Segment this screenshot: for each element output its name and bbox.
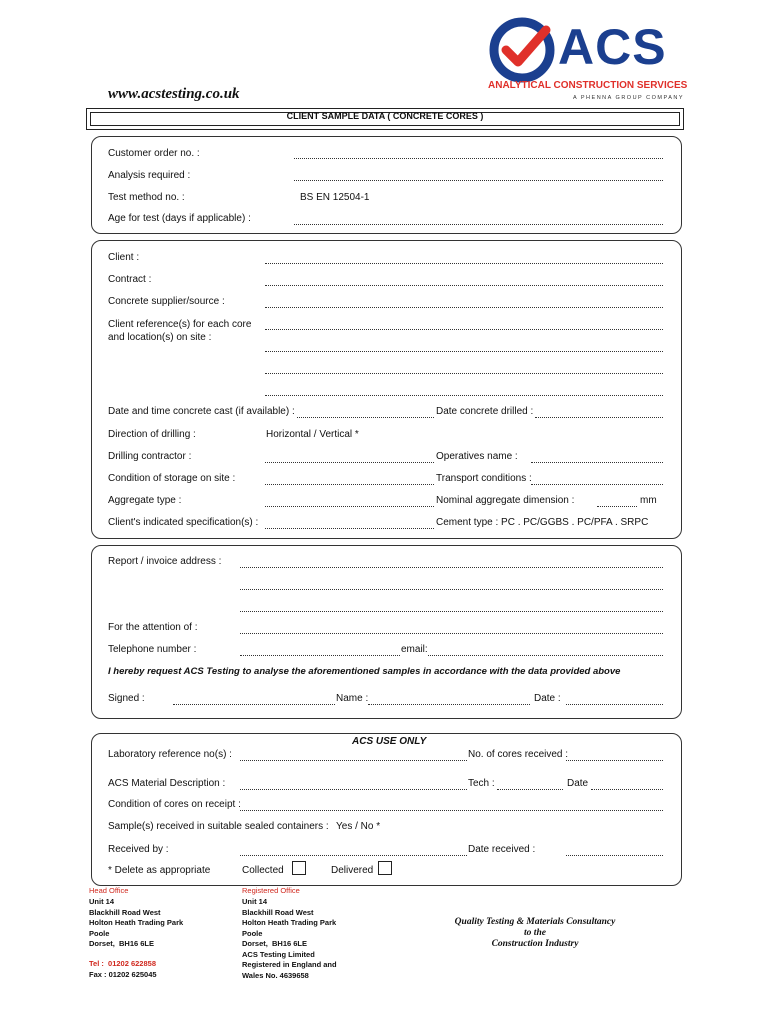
report-address-field-1[interactable] (240, 567, 663, 568)
request-statement: I hereby request ACS Testing to analyse the aforementioned samples in accordance with the data provided above (108, 666, 621, 677)
direction-value: Horizontal / Vertical * (266, 429, 359, 440)
cores-received-label: No. of cores received : (468, 749, 569, 760)
aggregate-field[interactable] (265, 506, 434, 507)
client-ref-label-2: and location(s) on site : (108, 332, 212, 343)
name-label: Name : (336, 693, 369, 704)
client-ref-field-1[interactable] (265, 329, 663, 330)
name-field[interactable] (368, 704, 530, 705)
tech-field[interactable] (497, 789, 563, 790)
quality-statement (430, 917, 640, 950)
lab-ref-field[interactable] (240, 760, 467, 761)
acs-date-field[interactable] (591, 789, 663, 790)
collected-label: Collected (242, 865, 284, 876)
telephone-field[interactable] (240, 655, 400, 656)
head-office-tel: Tel : 01202 622858 (89, 959, 156, 968)
condition-label: Condition of cores on receipt : (108, 799, 241, 810)
cement-type-label: Cement type : PC . PC/GGBS . PC/PFA . SRPC (436, 517, 649, 528)
head-office-address: Unit 14 Blackhill Road West Holton Heath Trading Park Poole Dorset, BH16 6LE (89, 897, 184, 948)
form-title-bar (86, 108, 684, 130)
registered-office-title: Registered Office (242, 886, 300, 895)
direction-label: Direction of drilling : (108, 429, 196, 440)
transport-field[interactable] (531, 484, 663, 485)
client-ref-field-3[interactable] (265, 373, 663, 374)
sealed-value: Yes / No * (336, 821, 381, 832)
specification-field[interactable] (265, 528, 434, 529)
telephone-label: Telephone number : (108, 644, 197, 655)
logo-text: ACS (558, 19, 667, 75)
form-title: CLIENT SAMPLE DATA ( CONCRETE CORES ) (286, 111, 484, 121)
nominal-dimension-label: Nominal aggregate dimension : (436, 495, 575, 506)
contract-label: Contract : (108, 274, 152, 285)
email-field[interactable] (428, 655, 663, 656)
date-cast-field[interactable] (297, 417, 434, 418)
age-for-test-label: Age for test (days if applicable) : (108, 213, 251, 224)
delivered-label: Delivered (331, 865, 374, 876)
material-desc-label: ACS Material Description : (108, 778, 226, 789)
website-url: www.acstesting.co.uk (108, 86, 240, 102)
group-tagline: A PHENNA GROUP COMPANY (573, 95, 685, 101)
tech-label: Tech : (468, 778, 495, 789)
date-drilled-field[interactable] (535, 417, 663, 418)
date-drilled-label: Date concrete drilled : (436, 406, 534, 417)
age-for-test-field[interactable] (294, 224, 663, 225)
condition-field[interactable] (240, 810, 663, 811)
material-desc-field[interactable] (240, 789, 467, 790)
head-office-title: Head Office (89, 886, 129, 895)
quality-line-2: to the (524, 928, 546, 938)
client-field[interactable] (265, 263, 663, 264)
registered-office-address: Unit 14 Blackhill Road West Holton Heath Trading Park Poole Dorset, BH16 6LE ACS Testing Limited Registered in England and Wales No. 4639658 (242, 897, 337, 980)
head-office-fax: Fax : 01202 625045 (89, 970, 157, 979)
lab-ref-label: Laboratory reference no(s) : (108, 749, 232, 760)
acs-logo (488, 16, 688, 108)
client-ref-label-1: Client reference(s) for each core (108, 319, 252, 330)
date-cast-label: Date and time concrete cast (if available) : (108, 406, 295, 417)
acs-logo-icon (488, 16, 556, 84)
customer-order-label: Customer order no. : (108, 148, 200, 159)
storage-field[interactable] (265, 484, 434, 485)
nominal-dimension-field[interactable] (597, 506, 637, 507)
contract-field[interactable] (265, 285, 663, 286)
specification-label: Client's indicated specification(s) : (108, 517, 259, 528)
delete-note: * Delete as appropriate (108, 865, 211, 876)
date-received-field[interactable] (566, 855, 663, 856)
storage-label: Condition of storage on site : (108, 473, 236, 484)
attention-label: For the attention of : (108, 622, 198, 633)
aggregate-label: Aggregate type : (108, 495, 182, 506)
collected-checkbox[interactable] (292, 861, 306, 875)
drilling-contractor-field[interactable] (265, 462, 434, 463)
test-method-label: Test method no. : (108, 192, 185, 203)
signed-field[interactable] (173, 704, 335, 705)
supplier-label: Concrete supplier/source : (108, 296, 225, 307)
signed-label: Signed : (108, 693, 145, 704)
report-address-label: Report / invoice address : (108, 556, 222, 567)
customer-order-field[interactable] (294, 158, 663, 159)
quality-line-1: Quality Testing & Materials Consultancy (454, 917, 616, 927)
test-method-value: BS EN 12504-1 (300, 192, 370, 203)
transport-label: Transport conditions : (436, 473, 532, 484)
supplier-field[interactable] (265, 307, 663, 308)
acs-use-only-title: ACS USE ONLY (352, 736, 427, 747)
delivered-checkbox[interactable] (378, 861, 392, 875)
operatives-label: Operatives name : (436, 451, 518, 462)
sealed-label: Sample(s) received in suitable sealed containers : (108, 821, 329, 832)
client-ref-field-2[interactable] (265, 351, 663, 352)
quality-line-3: Construction Industry (491, 939, 579, 949)
drilling-contractor-label: Drilling contractor : (108, 451, 192, 462)
analysis-required-label: Analysis required : (108, 170, 191, 181)
client-label: Client : (108, 252, 140, 263)
mm-unit: mm (640, 495, 657, 506)
operatives-field[interactable] (531, 462, 663, 463)
cores-received-field[interactable] (566, 760, 663, 761)
date-label: Date : (534, 693, 561, 704)
report-address-field-2[interactable] (240, 589, 663, 590)
acs-date-label: Date (567, 778, 589, 789)
received-by-field[interactable] (240, 855, 467, 856)
company-name: ANALYTICAL CONSTRUCTION SERVICES (488, 80, 688, 91)
date-field[interactable] (566, 704, 663, 705)
received-by-label: Received by : (108, 844, 169, 855)
email-label: email: (401, 644, 428, 655)
date-received-label: Date received : (468, 844, 536, 855)
report-address-field-3[interactable] (240, 611, 663, 612)
analysis-required-field[interactable] (294, 180, 663, 181)
attention-field[interactable] (240, 633, 663, 634)
client-ref-field-4[interactable] (265, 395, 663, 396)
